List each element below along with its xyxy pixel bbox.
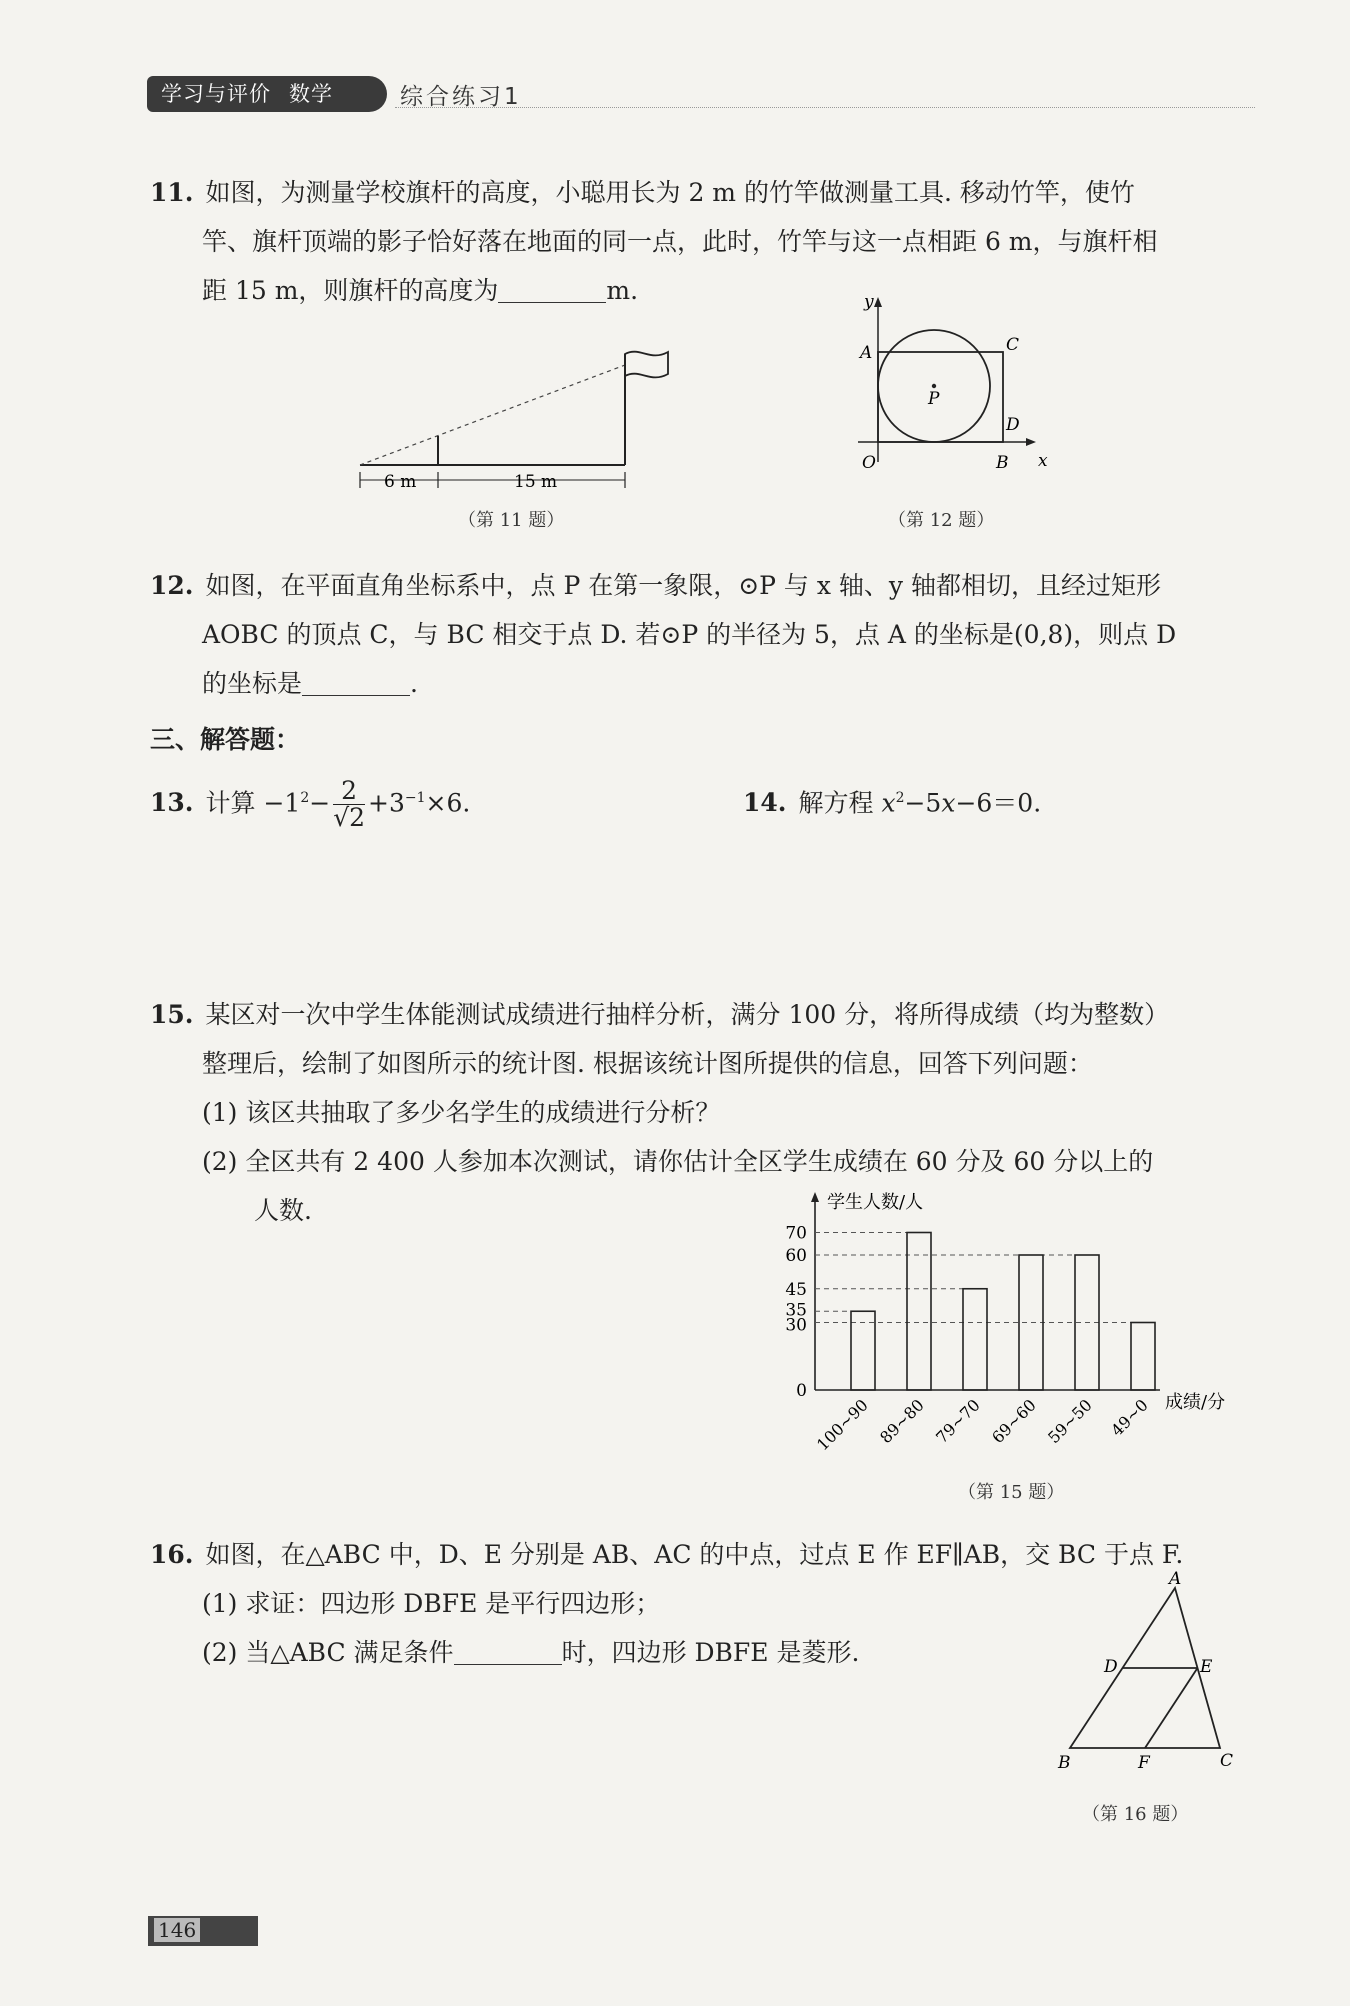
figure-11	[350, 340, 690, 490]
chart-x-tick-label: 49~0	[1107, 1395, 1152, 1440]
q15-line2	[150, 1039, 1270, 1088]
q13-exp1: 2	[300, 790, 310, 806]
chart-y-tick-label: 70	[785, 1223, 807, 1244]
section-3-heading: 三、解答题：	[150, 725, 301, 754]
fig12-x-arrow	[1026, 438, 1036, 446]
q16-text1: 如图，在△ABC 中，D、E 分别是 AB、AC 的中点，过点 E 作 EF∥AB，交 BC 于点 F.	[205, 1540, 1184, 1569]
fig12-label-a: A	[860, 343, 873, 363]
q12-text3: 的坐标是	[202, 669, 303, 698]
q13-plus3: +3	[368, 788, 405, 818]
q15-sub2b-text: 人数.	[254, 1196, 312, 1225]
q15-sub1	[150, 1088, 1270, 1137]
q11-line1	[150, 168, 1270, 217]
fig12-label-b: B	[996, 453, 1009, 473]
chart-bar	[907, 1233, 931, 1391]
chart-x-tick-label: 69~60	[988, 1395, 1040, 1448]
q12-text1: 如图，在平面直角坐标系中，点 P 在第一象限，⊙P 与 x 轴、y 轴都相切，且经过矩形	[205, 571, 1161, 600]
q11-text3: 距 15 m，则旗杆的高度为	[202, 276, 499, 305]
chart-bar	[1131, 1323, 1155, 1391]
q11-number: 11.	[150, 178, 194, 207]
q15-text2: 整理后，绘制了如图所示的统计图. 根据该统计图所提供的信息，回答下列问题：	[202, 1049, 1093, 1078]
chart-bar	[851, 1311, 875, 1390]
header-rule	[395, 107, 1255, 108]
q15-line1	[150, 990, 1270, 1039]
q12-answer-blank	[302, 667, 410, 696]
chart-x-tick-label: 59~50	[1044, 1395, 1096, 1448]
chart-x-tick-label: 89~80	[876, 1395, 928, 1448]
q13-number: 13.	[150, 788, 194, 818]
chart-y-tick-label: 35	[785, 1300, 807, 1321]
q11-text1: 如图，为测量学校旗杆的高度，小聪用长为 2 m 的竹竿做测量工具. 移动竹竿，使竹	[205, 178, 1135, 207]
q13-minus: −	[309, 788, 331, 818]
fig12-y-arrow	[874, 297, 882, 307]
chart-y-tick-label: 30	[785, 1315, 807, 1336]
q11-line3	[150, 266, 1270, 315]
fig16-label-d: D	[1104, 1657, 1118, 1677]
q16-number: 16.	[150, 1540, 194, 1569]
chart-y-label: 学生人数/人	[827, 1192, 924, 1213]
chart-y-tick-label: 60	[785, 1246, 807, 1266]
q15-sub2	[150, 1137, 1270, 1186]
fig16-label-c: C	[1220, 1751, 1234, 1771]
fig12-caption: （第 12 题）	[888, 510, 995, 531]
fig16-label-b: B	[1058, 1753, 1071, 1773]
q11-text2: 竿、旗杆顶端的影子恰好落在地面的同一点，此时，竹竿与这一点相距 6 m，与旗杆相	[202, 227, 1158, 256]
chart-y-tick-label: 45	[785, 1279, 807, 1300]
chart-x-label: 成绩/分	[1165, 1392, 1226, 1413]
page-number: 146	[154, 1918, 200, 1942]
question-14	[743, 774, 1263, 827]
fig11-shadow-ray	[360, 365, 625, 465]
q13-text-a: 计算 −1	[205, 788, 301, 818]
header-badge-book: 学习与评价	[161, 82, 271, 106]
fig12-label-o: O	[862, 453, 876, 473]
q15-text1: 某区对一次中学生体能测试成绩进行抽样分析，满分 100 分，将所得成绩（均为整数）	[205, 1000, 1170, 1029]
q16-sub2-text-b: 时，四边形 DBFE 是菱形.	[561, 1638, 860, 1667]
header-title: 综合练习1	[400, 84, 522, 110]
fig16-label-f: F	[1138, 1753, 1150, 1773]
chart-x-tick-label: 79~70	[932, 1395, 984, 1448]
q12-line3	[150, 659, 1270, 708]
q11-unit: m.	[606, 276, 639, 305]
fig12-label-x: x	[1038, 451, 1048, 471]
q13-text-d: ×6.	[425, 788, 471, 818]
header-badge	[147, 76, 387, 112]
q14-exp: 2	[895, 790, 905, 806]
q15-sub1-text: (1) 该区共抽取了多少名学生的成绩进行分析？	[202, 1098, 721, 1127]
question-11	[150, 168, 1270, 315]
chart-bar	[963, 1289, 987, 1390]
q12-line1	[150, 561, 1270, 610]
fig12-label-d: D	[1006, 415, 1020, 435]
q14-number: 14.	[743, 788, 787, 818]
chart-y-tick-label: 0	[796, 1381, 807, 1401]
fig16-label-e: E	[1200, 1657, 1213, 1677]
q16-answer-blank	[454, 1636, 562, 1665]
q15-sub2-text: (2) 全区共有 2 400 人参加本次测试，请你估计全区学生成绩在 60 分及 60 分以上的	[202, 1147, 1154, 1176]
figure-12	[838, 292, 1068, 492]
q13-exp2: −1	[404, 790, 426, 806]
figure-15-bar-chart	[780, 1190, 1250, 1470]
q11-answer-blank	[498, 274, 606, 303]
q16-sub1-text: (1) 求证：四边形 DBFE 是平行四边形；	[202, 1589, 661, 1618]
q15-number: 15.	[150, 1000, 194, 1029]
figure-16	[1040, 1570, 1240, 1780]
fig16-segment-ef	[1145, 1668, 1198, 1748]
fig15-caption: （第 15 题）	[958, 1482, 1065, 1503]
q12-period: .	[410, 669, 418, 698]
q14-var-x2: x	[941, 788, 956, 818]
fig16-label-a: A	[1169, 1570, 1182, 1589]
q14-var-x: x	[881, 788, 896, 818]
fig11-label-6m: 6 m	[384, 472, 417, 490]
question-12	[150, 561, 1270, 708]
fig16-caption: （第 16 题）	[1082, 1804, 1189, 1825]
fig12-label-y: y	[864, 292, 874, 312]
q14-text-b: −5	[904, 788, 942, 818]
page-number-bar	[148, 1916, 258, 1946]
q16-sub2-text-a: (2) 当△ABC 满足条件	[202, 1638, 454, 1667]
fig11-caption: （第 11 题）	[458, 510, 565, 531]
chart-x-tick-label: 100~90	[812, 1395, 872, 1455]
question-13	[150, 774, 710, 831]
q12-text2: AOBC 的顶点 C，与 BC 相交于点 D. 若⊙P 的半径为 5，点 A 的坐标是(0,8)，则点 D	[202, 620, 1177, 649]
q14-text-c: −6＝0.	[955, 788, 1042, 818]
q13-frac-den: √2	[333, 803, 366, 833]
header-badge-subject: 数学	[289, 82, 333, 106]
q12-number: 12.	[150, 571, 194, 600]
fig11-flag	[625, 352, 668, 378]
q13-fraction	[333, 778, 365, 831]
chart-y-axis-arrow	[811, 1192, 819, 1202]
q13-frac-num: 2	[333, 778, 365, 805]
q12-line2	[150, 610, 1270, 659]
fig12-center-point	[932, 384, 936, 388]
fig12-label-p: P	[928, 389, 940, 409]
q11-line2	[150, 217, 1270, 266]
fig12-label-c: C	[1006, 335, 1020, 355]
fig11-label-15m: 15 m	[514, 472, 558, 490]
q14-text-a: 解方程	[798, 788, 882, 818]
